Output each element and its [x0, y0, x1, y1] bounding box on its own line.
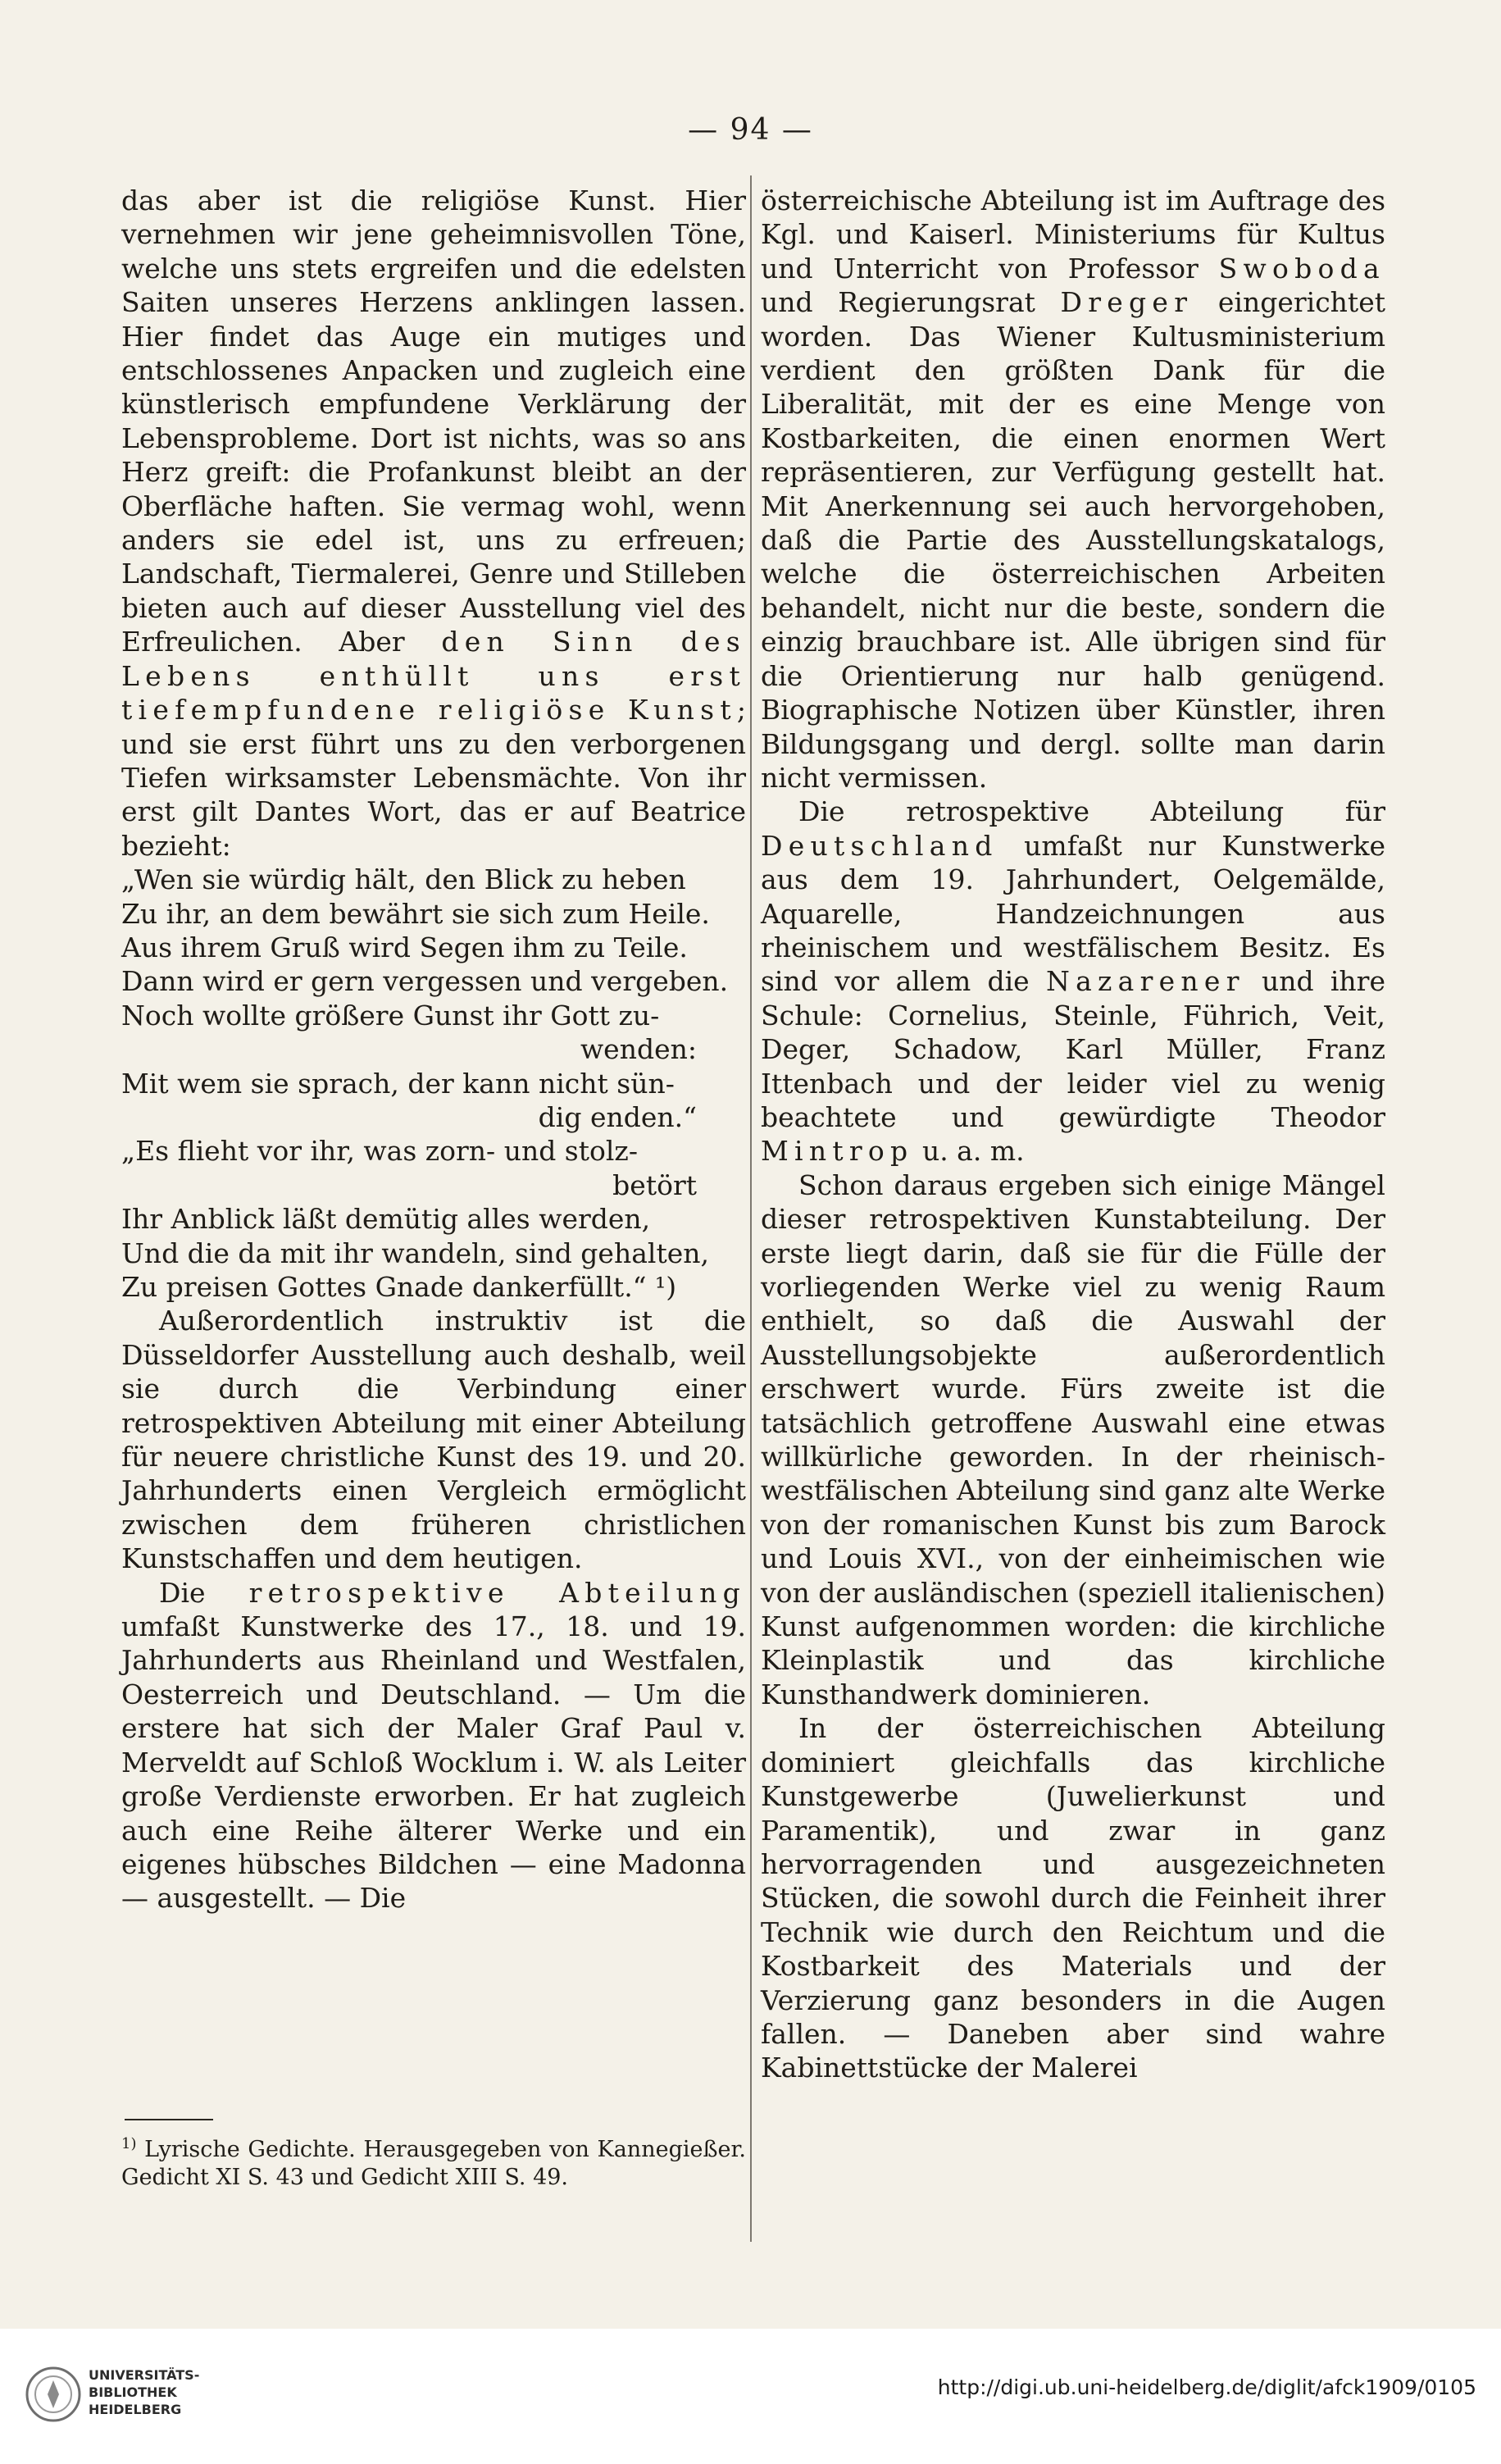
- footnote: [121, 2130, 746, 2192]
- paragraph: Schon daraus ergeben sich einige Mängel dieser retrospektiven Kunstabteilung. Der erste liegt darin, daß sie für die Fülle der vorliegenden Werke viel zu wenig Raum enthielt, so daß die Auswahl der Ausstellungsobjekte außerordentlich erschwert wurde. Fürs zweite ist die tatsächlich getroffene Auswahl eine etwas willkürliche geworden. In der rheinisch-westfälischen Abteilung sind ganz alte Werke von der romanischen Kunst bis zum Barock und Louis XVI., von der einheimischen wie von der ausländischen (speziell italienischen) Kunst aufgenommen worden: die kirchliche Kleinplastik und das kirchliche Kunsthandwerk dominieren.: [761, 1168, 1385, 1710]
- paragraph: Außerordentlich instruktiv ist die Düsseldorfer Ausstellung auch deshalb, weil sie durch die Verbindung einer retrospektiven Abteilung mit einer Abteilung für neuere christliche Kunst des 19. und 20. Jahrhunderts einen Vergleich ermöglicht zwischen dem früheren christlichen Kunstschaffen und dem heutigen.: [121, 1305, 746, 1575]
- page-number: — 94 —: [688, 113, 813, 147]
- text-run: u. a. m.: [913, 1135, 1025, 1168]
- spaced-text: retrospektive Abteilung: [248, 1576, 746, 1609]
- verse-line-continued: betört: [612, 1168, 697, 1201]
- verse-line: Zu preisen Gottes Gnade dankerfüllt.“ ¹): [121, 1271, 677, 1303]
- text-run: umfaßt Kunstwerke des 17., 18. und 19. Jahrhunderts aus Rheinland und Westfalen, Oesterreich und Deutschland. — Um die erstere hat sich der Maler Graf Paul v. Merveldt auf Schloß Wocklum i. W. als Leiter große Verdienste erworben. Er hat zugleich auch eine Reihe älterer Werke und ein eigenes hübsches Bildchen — eine Madonna — ausgestellt. — Die: [121, 1610, 746, 1915]
- verse-line: Zu ihr, an dem bewährt sie sich zum Heile.: [121, 897, 710, 930]
- spaced-text: Nazarener: [1045, 965, 1245, 998]
- verse-line: „Es flieht vor ihr, was zorn- und stolz-: [121, 1135, 638, 1168]
- spaced-name: Dreger: [1060, 286, 1194, 319]
- text-run: und Regierungsrat: [761, 286, 1061, 319]
- source-url[interactable]: http://digi.ub.uni-heidelberg.de/diglit/afck1909/0105: [937, 2375, 1476, 2399]
- verse-line: Noch wollte größere Gunst ihr Gott zu-: [121, 999, 660, 1032]
- paragraph: [121, 1576, 746, 1915]
- footnote-rule: [125, 2119, 213, 2120]
- footnote-marker: 1): [121, 2135, 137, 2152]
- library-line: HEIDELBERG: [89, 2402, 182, 2417]
- library-line: BIBLIOTHEK: [89, 2384, 177, 2400]
- library-line: UNIVERSITÄTS-: [89, 2367, 200, 2383]
- verse-line: Mit wem sie sprach, der kann nicht sün-: [121, 1067, 675, 1100]
- text-run: Die retrospektive Abteilung für: [798, 795, 1385, 828]
- paragraph: [121, 184, 746, 863]
- verse-line: „Wen sie würdig hält, den Blick zu heben: [121, 863, 686, 896]
- verse-line: Und die da mit ihr wandeln, sind gehalten,: [121, 1237, 709, 1269]
- verse-line: Aus ihrem Gruß wird Segen ihm zu Teile.: [121, 931, 688, 963]
- spaced-name: Swoboda: [1218, 252, 1385, 285]
- spaced-text: den Sinn des Lebens enthüllt uns erst tiefempfundene religiöse Kunst: [121, 626, 746, 726]
- library-name: [89, 2366, 199, 2418]
- verse-line-continued: wenden:: [580, 1033, 697, 1066]
- verse-line: Ihr Anblick läßt demütig alles werden,: [121, 1203, 651, 1236]
- text-run: umfaßt nur Kunstwerke aus dem 19. Jahrhundert, Oelgemälde, Aquarelle, Handzeichnungen aus rheinischem und westfälischem Besitz. Es sind vor allem die: [761, 829, 1385, 998]
- spaced-text: Deutschland: [761, 829, 998, 862]
- text-run: und ihre Schule: Cornelius, Steinle, Führich, Veit, Deger, Schadow, Karl Müller, Franz Ittenbach und der leider viel zu wenig beachtete und gewürdigte Theodor: [761, 965, 1385, 1133]
- text-run: eingerichtet worden. Das Wiener Kultusministerium verdient den größten Dank für die Liberalität, mit der es eine Menge von Kostbarkeiten, die einen enormen Wert repräsentieren, zur Verfügung gestellt hat. Mit Anerkennung sei auch hervorgehoben, daß die Partie des Ausstellungskatalogs, welche die österreichischen Arbeiten behandelt, nicht nur die beste, sondern die einzig brauchbare ist. Alle übrigen sind für die Orientierung nur halb genügend. Biographische Notizen über Künstler, ihren Bildungsgang und dergl. sollte man darin nicht vermissen.: [761, 286, 1385, 794]
- paragraph: [761, 795, 1385, 1168]
- text-run: österreichische Abteilung ist im Auftrage des Kgl. und Kaiserl. Ministeriums für Kultus und Unterricht von Professor: [761, 184, 1385, 285]
- column-divider: [750, 175, 752, 2242]
- verse-quote: [121, 863, 746, 1304]
- footnote-text: Lyrische Gedichte. Herausgegeben von Kannegießer. Gedicht XI S. 43 und Gedicht XIII S. 49.: [121, 2137, 746, 2190]
- right-column: [761, 184, 1385, 2085]
- verse-line: Dann wird er gern vergessen und vergeben.: [121, 965, 729, 998]
- paragraph: [761, 184, 1385, 795]
- verse-line-continued: dig enden.“: [538, 1100, 697, 1133]
- text-run: ; und sie erst führt uns zu den verborgenen Tiefen wirksamster Lebensmächte. Von ihr erst gilt Dantes Wort, das er auf Beatrice bezieht:: [121, 694, 746, 862]
- paragraph: In der österreichischen Abteilung dominiert gleichfalls das kirchliche Kunstgewerbe (Juwelierkunst und Paramentik), und zwar in ganz hervorragenden und ausgezeichneten Stücken, die sowohl durch die Feinheit ihrer Technik wie durch den Reichtum und die Kostbarkeit des Materials und der Verzierung ganz besonders in die Augen fallen. — Daneben aber sind wahre Kabinettstücke der Malerei: [761, 1712, 1385, 2084]
- university-seal-icon: [25, 2366, 82, 2423]
- spaced-name: Mintrop: [761, 1135, 914, 1168]
- left-column: [121, 184, 746, 1915]
- text-run: Die: [159, 1576, 249, 1609]
- text-run: das aber ist die religiöse Kunst. Hier vernehmen wir jene geheimnisvollen Töne, welche uns stets ergreifen und die edelsten Saiten unseres Herzens anklingen lassen. Hier findet das Auge ein mutiges und entschlossenes Anpacken und zugleich eine künstlerisch empfundene Verklärung der Lebensprobleme. Dort ist nichts, was so ans Herz greift: die Profankunst bleibt an der Oberfläche haften. Sie vermag wohl, wenn anders sie edel ist, uns zu erfreuen; Landschaft, Tiermalerei, Genre und Stilleben bieten auch auf dieser Ausstellung viel des Erfreulichen. Aber: [121, 184, 746, 658]
